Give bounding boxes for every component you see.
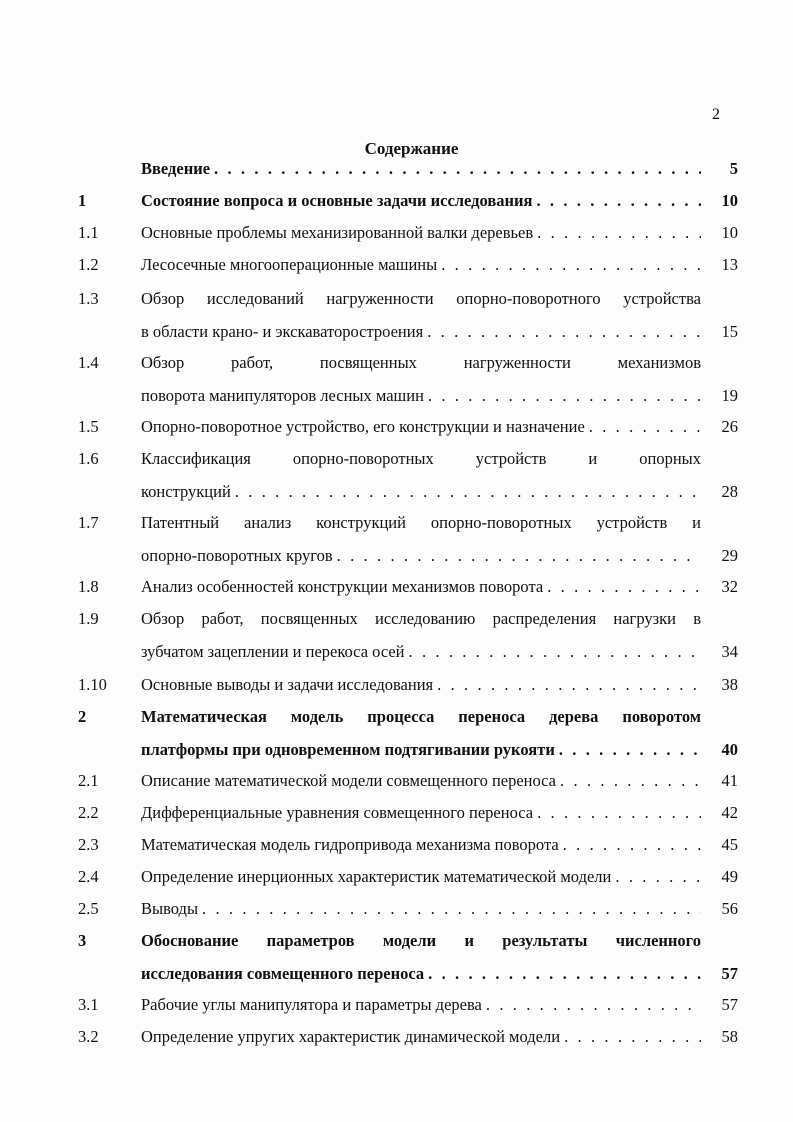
toc-entry-page: 26	[721, 417, 738, 436]
toc-entry-title: зубчатом зацеплении и перекоса осей	[141, 642, 405, 661]
toc-entry	[0, 223, 793, 256]
toc-entry-title: Обзор работ, посвященных нагруженности механизмов	[141, 353, 701, 372]
toc-entry-text-line	[141, 482, 701, 502]
toc-entry-page: 5	[729, 159, 738, 178]
toc-title: Содержание	[364, 139, 459, 158]
toc-entry	[0, 353, 793, 419]
dot-leader	[555, 740, 701, 760]
toc-entry-title: исследования совмещенного переноса	[141, 964, 425, 983]
toc-entry	[0, 867, 793, 900]
toc-entry-number: 2.5	[78, 899, 99, 918]
toc-entry	[0, 609, 793, 675]
toc-entry-page: 49	[721, 867, 738, 886]
dot-leader	[231, 482, 701, 502]
toc-entry-title: Патентный анализ конструкций опорно-поворотных устройств и	[141, 513, 701, 532]
toc-entry-number: 2.2	[78, 803, 99, 822]
toc-entry-title: Опорно-поворотное устройство, его конструкции и назначение	[141, 417, 585, 436]
dot-leader	[437, 255, 701, 275]
toc-entry-page: 34	[721, 642, 738, 661]
toc-entry-number: 1.4	[78, 353, 99, 372]
toc-entry	[0, 771, 793, 804]
toc-entry-title: в области крано- и экскаваторостроения	[141, 322, 424, 341]
toc-entry	[0, 255, 793, 288]
toc-entry	[0, 159, 793, 192]
toc-entry	[0, 675, 793, 708]
toc-entry-text-line	[141, 159, 701, 179]
toc-entry	[0, 449, 793, 515]
toc-entry-title: Обзор работ, посвященных исследованию распределения нагрузки в	[141, 609, 701, 628]
dot-leader	[405, 642, 702, 662]
dot-leader	[556, 771, 701, 791]
toc-entry-title: Определение упругих характеристик динамической модели	[141, 1027, 561, 1046]
toc-entry-number: 1.7	[78, 513, 99, 532]
toc-entry-number: 1.3	[78, 289, 99, 308]
toc-entry	[0, 995, 793, 1028]
toc-entry	[0, 417, 793, 450]
toc-entry-text-line	[141, 867, 701, 887]
toc-entry	[0, 191, 793, 224]
toc-entry-text-line	[141, 899, 701, 919]
toc-entry-text-line	[141, 771, 701, 791]
toc-entry	[0, 931, 793, 997]
toc-entry-page: 45	[721, 835, 738, 854]
toc-entry-title: Состояние вопроса и основные задачи исследования	[141, 191, 533, 210]
toc-entry-page: 42	[721, 803, 738, 822]
toc-entry	[0, 577, 793, 610]
toc-entry-title: Основные выводы и задачи исследования	[141, 675, 434, 694]
toc-entry-number: 3.2	[78, 1027, 99, 1046]
dot-leader	[533, 803, 701, 823]
toc-entry-text-line	[141, 546, 701, 566]
dot-leader	[424, 964, 701, 984]
toc-entry-title: Определение инерционных характеристик математической модели	[141, 867, 612, 886]
toc-entry-text-line	[141, 289, 701, 309]
toc-entry-page: 41	[721, 771, 738, 790]
toc-entry-title: платформы при одновременном подтягивании рукояти	[141, 740, 555, 759]
toc-entry-text-line	[141, 740, 701, 760]
toc-entry-number: 1.1	[78, 223, 99, 242]
toc-entry-title: Основные проблемы механизированной валки деревьев	[141, 223, 534, 242]
toc-entry-title: опорно-поворотных кругов	[141, 546, 333, 565]
toc-entry-page: 19	[721, 386, 738, 405]
toc-entry-number: 3	[78, 931, 87, 950]
toc-entry-text-line	[141, 255, 701, 275]
toc-entry	[0, 899, 793, 932]
toc-entry-text-line	[141, 964, 701, 984]
toc-entry-page: 10	[721, 191, 738, 210]
dot-leader	[543, 577, 701, 597]
toc-entry-title: Лесосечные многооперационные машины	[141, 255, 438, 274]
toc-entry-title: Дифференциальные уравнения совмещенного переноса	[141, 803, 534, 822]
toc-entry-number: 1.10	[78, 675, 107, 694]
toc-entry-number: 2.1	[78, 771, 99, 790]
toc-entry-text-line	[141, 1027, 701, 1047]
toc-entry	[0, 835, 793, 868]
toc-entry-text-line	[141, 707, 701, 727]
toc-entry-text-line	[141, 642, 701, 662]
toc-entry-text-line	[141, 577, 701, 597]
toc-entry-title: Выводы	[141, 899, 199, 918]
toc-entry-page: 15	[721, 322, 738, 341]
dot-leader	[424, 386, 701, 406]
toc-entry-text-line	[141, 417, 701, 437]
dot-leader	[423, 322, 701, 342]
toc-entry-title: Обзор исследований нагруженности опорно-поворотного устройства	[141, 289, 701, 308]
toc-entry-page: 32	[721, 577, 738, 596]
toc-entry-title: конструкций	[141, 482, 231, 501]
toc-entry	[0, 513, 793, 579]
toc-entry-number: 1.9	[78, 609, 99, 628]
toc-entry-title: поворота манипуляторов лесных машин	[141, 386, 424, 405]
toc-entry-page: 38	[721, 675, 738, 694]
toc-entry-title: Математическая модель процесса переноса дерева поворотом	[141, 707, 701, 726]
toc-entry-text-line	[141, 609, 701, 629]
toc-entry-number: 2.4	[78, 867, 99, 886]
dot-leader	[210, 159, 701, 179]
toc-entry-number: 1.5	[78, 417, 99, 436]
toc-entry-page: 57	[721, 964, 738, 983]
toc-entry-text-line	[141, 353, 701, 373]
toc-entry-title: Анализ особенностей конструкции механизмов поворота	[141, 577, 544, 596]
toc-entry	[0, 803, 793, 836]
toc-entry-text-line	[141, 513, 701, 533]
page-number: 2	[712, 106, 720, 123]
toc-entry-text-line	[141, 191, 701, 211]
dot-leader	[559, 835, 701, 855]
toc-entry-page: 58	[721, 1027, 738, 1046]
toc-entry-number: 2.3	[78, 835, 99, 854]
dot-leader	[198, 899, 701, 919]
toc-entry	[0, 707, 793, 773]
dot-leader	[482, 995, 701, 1015]
toc-entry-page: 57	[721, 995, 738, 1014]
toc-entry-page: 10	[721, 223, 738, 242]
toc-entry-text-line	[141, 223, 701, 243]
toc-entry-title: Классификация опорно-поворотных устройств и опорных	[141, 449, 701, 468]
toc-entry-title: Обоснование параметров модели и результаты численного	[141, 931, 701, 950]
toc-entry-text-line	[141, 449, 701, 469]
dot-leader	[611, 867, 701, 887]
toc-entry-page: 40	[721, 740, 738, 759]
toc-entry-text-line	[141, 386, 701, 406]
toc-entry-text-line	[141, 995, 701, 1015]
dot-leader	[433, 675, 701, 695]
toc-entry-number: 2	[78, 707, 87, 726]
toc-entry-page: 29	[721, 546, 738, 565]
dot-leader	[333, 546, 701, 566]
toc-entry-page: 28	[721, 482, 738, 501]
toc-entry-page: 56	[721, 899, 738, 918]
toc-entry	[0, 289, 793, 355]
dot-leader	[533, 223, 701, 243]
toc-entry-page: 13	[721, 255, 738, 274]
toc-entry-text-line	[141, 835, 701, 855]
toc-entry-text-line	[141, 931, 701, 951]
toc-entry-number: 1.6	[78, 449, 99, 468]
toc-entry-text-line	[141, 322, 701, 342]
toc-entry-title: Введение	[141, 159, 211, 178]
toc-entry-number: 1.2	[78, 255, 99, 274]
dot-leader	[532, 191, 701, 211]
toc-entry-title: Математическая модель гидропривода механизма поворота	[141, 835, 559, 854]
dot-leader	[585, 417, 701, 437]
dot-leader	[560, 1027, 701, 1047]
toc-entry-text-line	[141, 803, 701, 823]
toc-entry-title: Описание математической модели совмещенного переноса	[141, 771, 557, 790]
toc-entry-title: Рабочие углы манипулятора и параметры дерева	[141, 995, 482, 1014]
toc-entry	[0, 1027, 793, 1060]
toc-entry-number: 3.1	[78, 995, 99, 1014]
toc-entry-number: 1.8	[78, 577, 99, 596]
toc-entry-number: 1	[78, 191, 87, 210]
toc-entry-text-line	[141, 675, 701, 695]
